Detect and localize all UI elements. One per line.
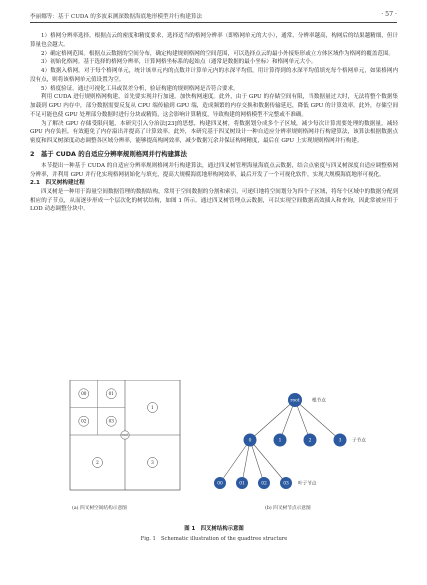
quadtree-node-diagram (214, 393, 366, 489)
quad-label-1: 1 (151, 404, 154, 410)
tree-root-label: root (290, 398, 300, 404)
tree-node-1-label: 1 (278, 438, 282, 444)
figure-caption-en: Fig. 1 Schematic illustration of the quadtree structure (140, 536, 288, 542)
quad-label-02: 02 (81, 418, 87, 424)
edge-root-3 (295, 400, 340, 440)
header-left: 李丽娜等：基于 CUDA 的多波束测深数据海底地形模型并行构建算法 (30, 14, 203, 20)
body-text (30, 32, 398, 214)
paragraph-step1: 1）格网分辨率选择。根据点云的密度和精度要求，选择适当的格网分辨率（即格网单元的大小），通常，分辨率越高，构网后的结果越精细，但计算量也会越大。 (30, 33, 398, 48)
quad-label-2: 2 (96, 459, 99, 465)
tree-leaf-00-label: 00 (217, 481, 223, 487)
quad-root-label: root (121, 433, 129, 438)
quad-label-03: 03 (108, 418, 114, 424)
running-header (30, 10, 397, 23)
quad-label-3: 3 (151, 459, 154, 465)
edge-root-0 (250, 400, 295, 440)
tree-node-0-label: 0 (248, 438, 252, 444)
edge-0-01 (242, 440, 250, 483)
quad-label-00: 00 (81, 391, 87, 396)
paragraph-cuda: 利用 CUDA 进行规则格网构建，首先要实现并行加速，加快构网速度。此外，由于 GPU 的存储空间有限，当数据量过大时，无法将整个数据集加载到 GPU 内存中，部分数据需要反复从 CPU 端传输到 GPU 端，造成频繁的内存交换和数据传输延迟，降低 GPU 的计算效率。此外，存储空间不足可能也使 GPU 处理部分数据时进行分块或精简，这会影响计算精度，导致构建的网格模型不完整或不准确。 (30, 94, 398, 118)
paragraph-section-intro: 本节提出一种基于 CUDA 的自适应分辨率规则格网并行构建算法，通过四叉树管理海量海底点云数据，结合点密度与四叉树深度自适应调整格网分辨率，并利用 GPU 并行化实现格网初始化与填充，提高大规模海底地形构网效率，最后开发了一个可视化软件，实现大规模海底地形可视化。 (30, 162, 398, 178)
paragraph-quadtree: 四叉树是一种用于海量空间数据管理的数据结构，常用于空间数据的分割和索引，可递归地将空间划分为四个子区域，将每个区域中的数据分配到相应的子节点，从而逐步形成一个层次化的树状结构，如图 1 所示。通过四叉树管理点云数据，可以实现空间数据高效插入和查询，因此常被应用于 LOD 动态调整分块中。 (30, 188, 398, 213)
subcaption-a: (a) 四叉树空间结构示意图 (72, 506, 127, 511)
edge-0-00 (220, 440, 250, 483)
quadtree-space-diagram (70, 380, 180, 490)
tree-node-3-label: 3 (338, 438, 342, 444)
paragraph-step5: 5）格度验证。通过可视化工具或误差分析，验证构建的规则格网是否符合要求。 (41, 85, 239, 92)
paragraph-step2: 2）确定格网范围。根据点云数据的空间分布，确定构建规则格网的空间范围，可以选择点云的最小外接矩形或立方体区域作为格网的覆盖范围。 (41, 50, 394, 57)
label-child-node: 子节点 (352, 438, 366, 444)
tree-leaf-03-label: 03 (283, 481, 289, 487)
tree-node-2-label: 2 (308, 438, 312, 444)
label-root-node: 根节点 (312, 398, 326, 404)
label-leaf-node: 叶子节点 (298, 481, 317, 487)
paragraph-step4: 4）数据入格网。对于每个格网单元，统计该单元内的点数并计算单元内的水深平均值，用计算得到的水深平均值填充每个格网单元，如果格网内没有点，则将该格网单元值设置为空。 (30, 68, 398, 83)
subsection-heading: 2.1 四叉树构建过程 (30, 180, 85, 187)
subcaption-b: (b) 四叉树节点示意图 (265, 506, 311, 511)
paragraph-divide: 为了解决 GPU 存储受限问题，本研究引入分治法[23]的思想，构建四叉树，将数据划分成多个子区域，减少每次计算需要处理的数据量，减轻 GPU 内存负担，有效避免了内存溢出并提高了计算效率。此外，本研究基于四叉树设计一种自适应分辨率规则格网并行构建算法，该算法根据数据点密度和四叉树深度动态调整各区域分辨率，能够提高构网效率，减少数据冗余并保证构网精度，最后在 GPU 上实现规则格网并行构建。 (30, 120, 398, 144)
page-number: · 57 · (381, 11, 397, 18)
section-heading: 2 基于 CUDA 的自适应分辨率规则格网并行构建算法 (30, 149, 187, 158)
figure-1 (30, 380, 398, 570)
tree-leaf-01-label: 01 (239, 481, 245, 487)
tree-leaf-02-label: 02 (261, 481, 267, 487)
figure-caption-cn: 图 1 四叉树结构示意图 (184, 526, 244, 532)
paragraph-step3: 3）初始化格网。基于选择的格网分辨率，计算网格坐标系的起始点（通常是数据的最小坐标）和格网单元大小。 (41, 59, 317, 66)
edge-0-02 (250, 440, 264, 483)
quad-label-01: 01 (108, 391, 114, 396)
